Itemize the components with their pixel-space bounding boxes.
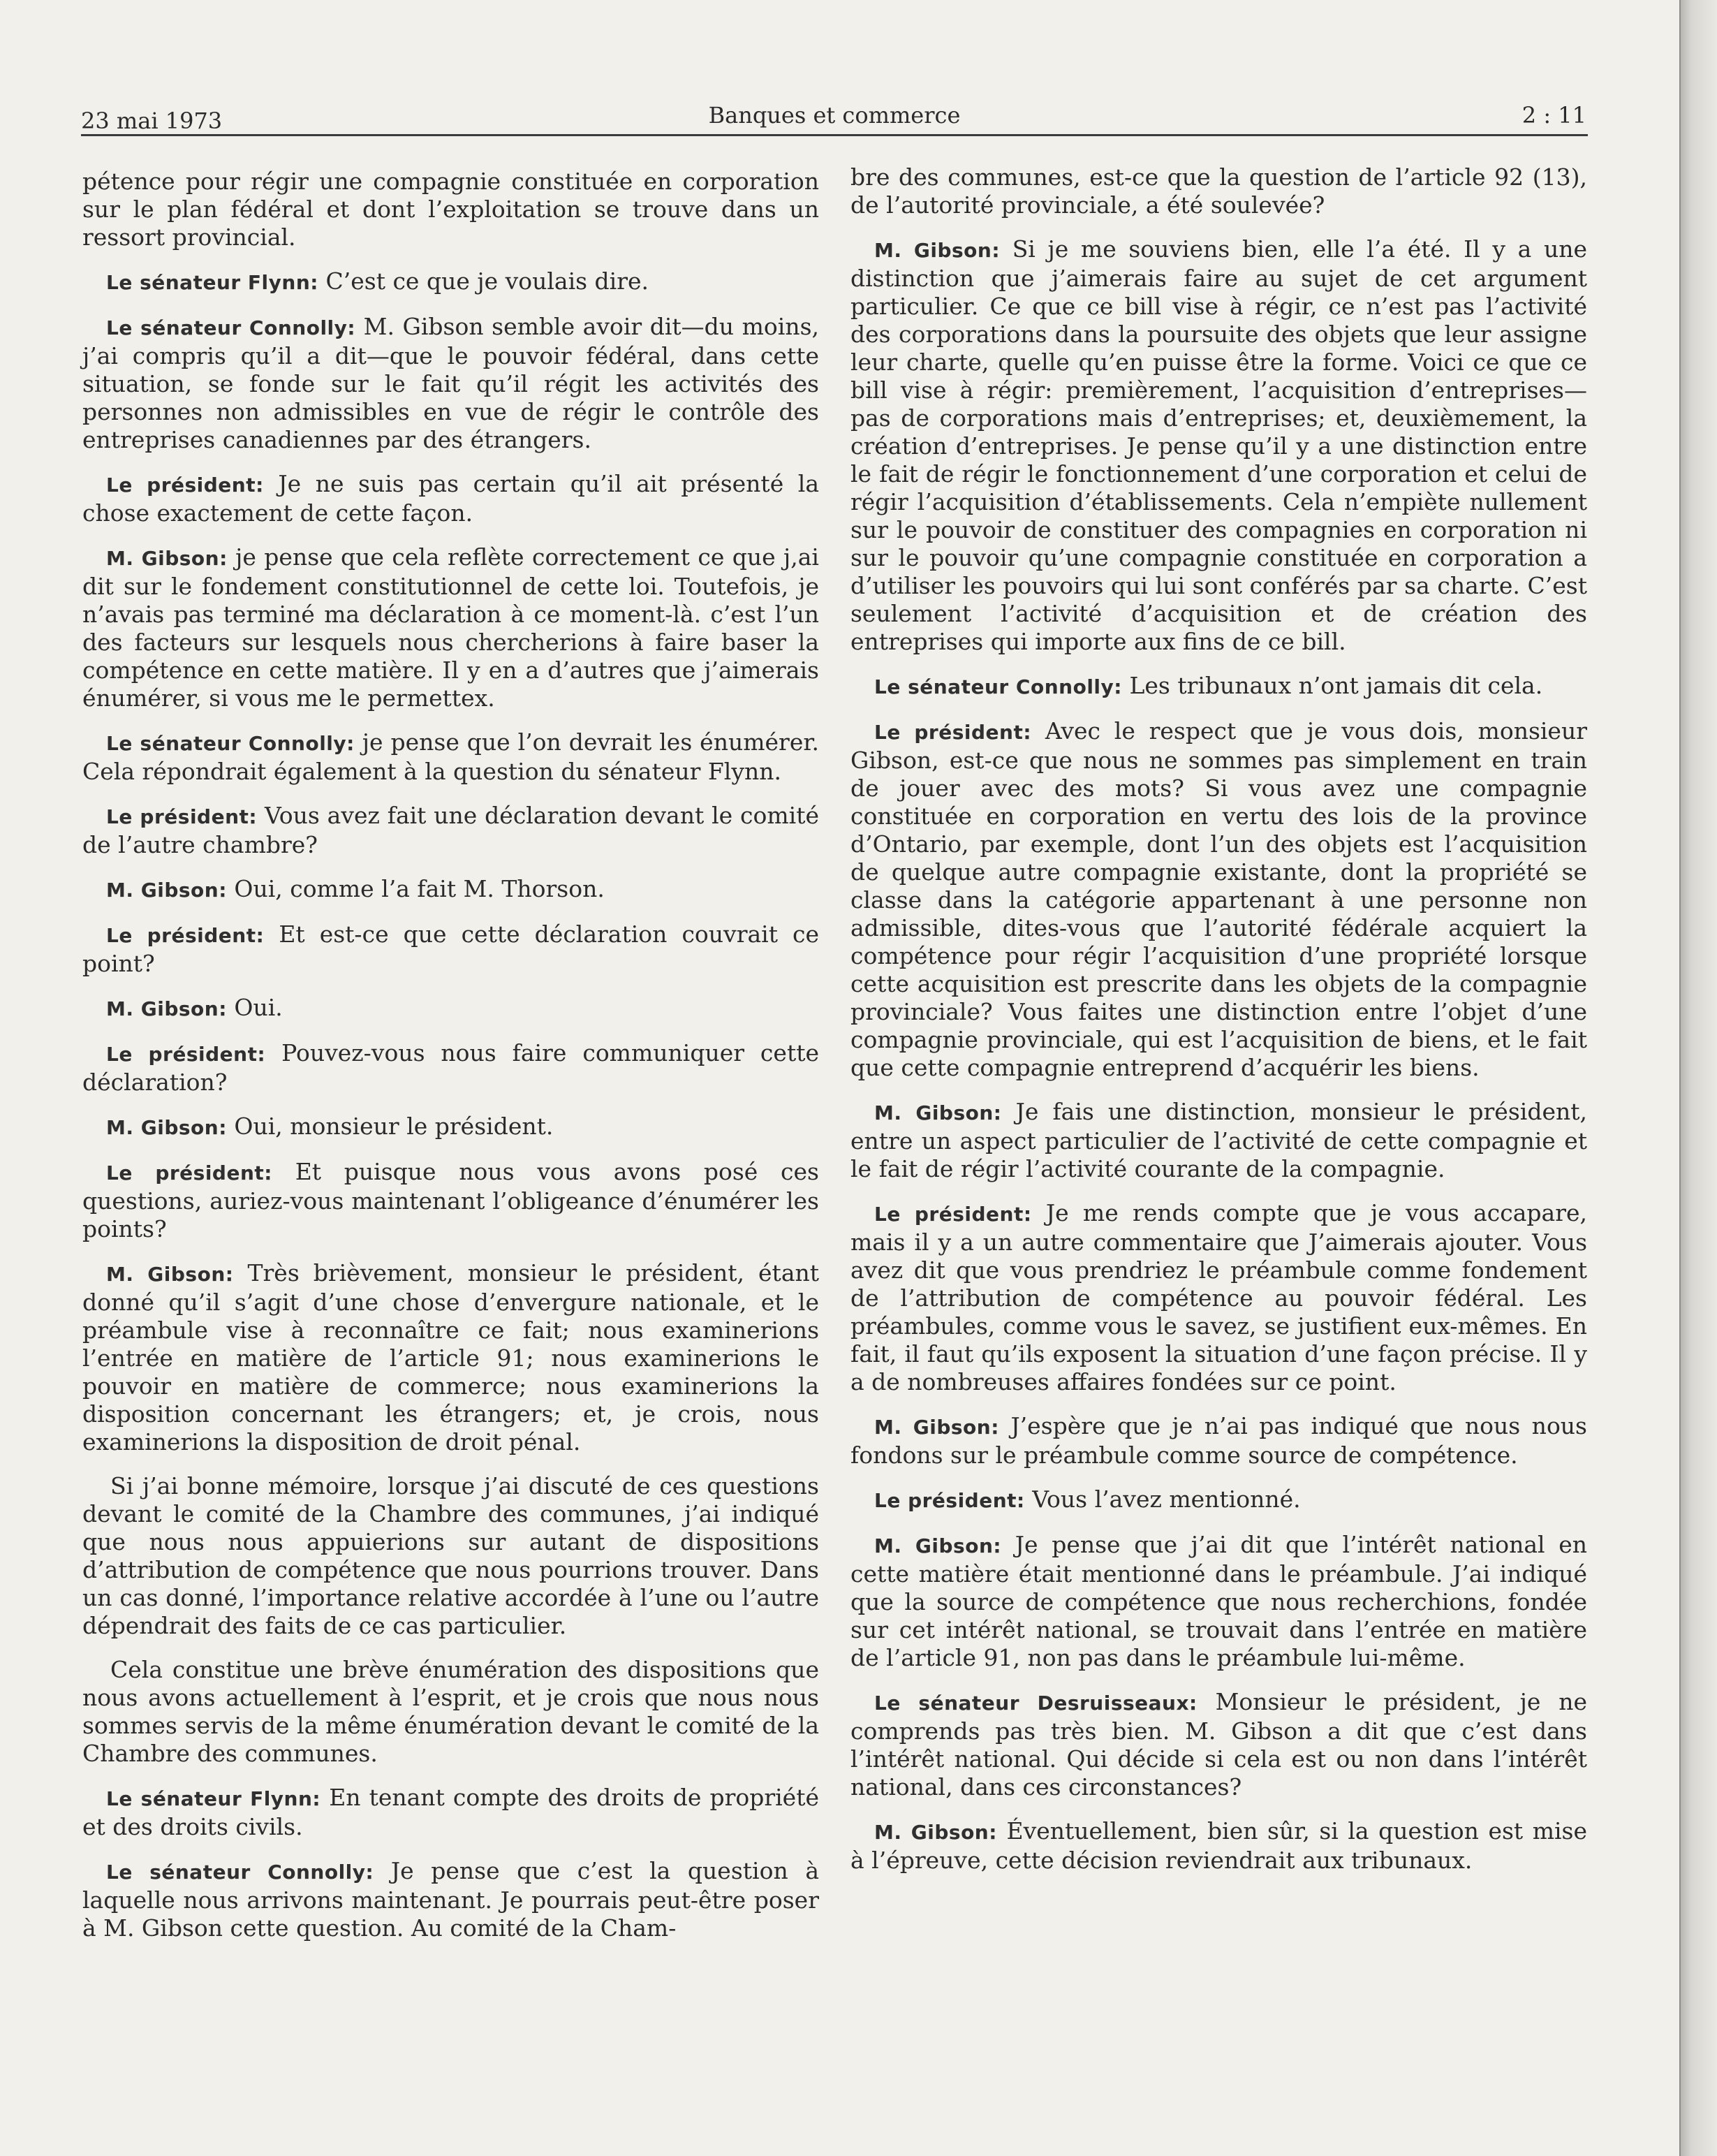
paragraph [82,1656,819,1768]
paragraph-text: Les tribunaux n’ont jamais dit cela. [1129,672,1543,699]
paragraph-text: pétence pour régir une compagnie constituée en corporation sur le plan fédéral et dont l’exploitation se trouve dans un ressort provincial. [82,168,819,251]
speaker-label: Le sénateur Connolly: [874,675,1122,698]
speaker-label: Le président: [106,924,265,947]
paragraph [850,1486,1587,1515]
paragraph-text: Je pense que c’est la question à laquelle nous arrivons maintenant. Je pourrais peut-être poser à M. Gibson cette question. Au comité de la Cham- [82,1857,819,1942]
paragraph [82,1784,819,1841]
speaker-label: Le sénateur Desruisseaux: [874,1692,1198,1715]
paragraph [850,235,1587,656]
paragraph-text: Cela constitue une brève énumération des dispositions que nous avons actuellement à l’esprit, et je crois que nous nous sommes servis de la même énumération devant le comité de la Chambre des communes. [82,1656,819,1767]
paragraph [82,168,819,251]
paragraph-text: Éventuellement, bien sûr, si la question est mise à l’épreuve, cette décision reviendrait aux tribunaux. [850,1817,1587,1874]
paragraph-text: je pense que l’on devrait les énumérer. Cela répondrait également à la question du sénateur Flynn. [82,728,819,785]
header-page-number: 2 : 11 [1521,102,1586,129]
paragraph [850,1688,1587,1801]
speaker-label: Le président: [874,1203,1032,1226]
paragraph [82,1039,819,1097]
paragraph-text: J’espère que je n’ai pas indiqué que nous nous fondons sur le préambule comme source de compétence. [850,1412,1587,1469]
paragraph [850,1199,1587,1396]
header-date: 23 mai 1973 [81,108,223,134]
speaker-label: Le président: [106,805,258,828]
paragraph-text: bre des communes, est-ce que la question de l’article 92 (13), de l’autorité provinciale, a été soulevée? [850,163,1587,219]
speaker-label: Le président: [106,474,264,497]
speaker-label: M. Gibson: [874,239,1001,262]
paragraph [850,717,1587,1082]
left-column [82,168,819,1958]
paragraph-text: Si j’ai bonne mémoire, lorsque j’ai discuté de ces questions devant le comité de la Chambre des communes, j’ai indiqué que nous nous appuierions sur autant de dispositions d’attribution de compétence que nous pourrions trouver. Dans un cas donné, l’importance relative accordée à l’une ou l’autre dépendrait des faits de ce cas particulier. [82,1472,819,1639]
speaker-label: Le président: [874,1489,1025,1512]
paragraph [850,1098,1587,1183]
paragraph [82,875,819,904]
header-title: Banques et commerce [708,102,961,129]
paragraph-text: Si je me souviens bien, elle l’a été. Il y a une distinction que j’aimerais faire au sujet de cet argument particulier. Ce que ce bill vise à régir, ce n’est pas l’activité des corporations dans la poursuite des objets que leur assigne leur charte, quelle qu’en puisse être la forme. Voici ce que ce bill vise à régir: premièrement, l’acquisition d’entreprises—pas de corporations mais d’entreprises; et, deuxièmement, la création d’entreprises. Je pense qu’il y a une distinction entre le fait de régir le fonctionnement d’une corporation et celui de régir l’acquisition d’établissements. Cela n’empiète nullement sur le pouvoir de constituer des compagnies en corporation ni sur le pouvoir qu’une compagnie constituée en corporation a d’utiliser les pouvoirs qui lui sont conférés par sa charte. C’est seulement l’activité d’acquisition et de création des entreprises qui importe aux fins de ce bill. [850,235,1587,655]
paragraph-text: Oui, monsieur le président. [234,1113,554,1140]
paragraph [82,728,819,786]
paragraph-text: C’est ce que je voulais dire. [325,267,649,295]
paragraph [82,313,819,454]
paragraph-text: Très brièvement, monsieur le président, étant donné qu’il s’agit d’une chose d’envergure nationale, et le préambule vise à reconnaître ce fait; nous examinerions l’entrée en matière de l’article 91; nous examinerions le pouvoir en matière de commerce; nous examinerions la disposition concernant les étrangers; et, je crois, nous examinerions la disposition de droit pénal. [82,1259,820,1455]
paragraph [82,802,819,859]
right-column [850,163,1587,1891]
speaker-label: Le sénateur Connolly: [106,732,355,755]
paragraph-text: Oui, comme l’a fait M. Thorson. [234,875,605,902]
paragraph [82,543,819,712]
speaker-label: M. Gibson: [106,997,227,1020]
speaker-label: Le président: [106,1161,272,1185]
paragraph-text: Je me rends compte que je vous accapare, mais il y a un autre commentaire que J’aimerais ajouter. Vous avez dit que vous prendriez le préambule comme fondement de l’attribution de compétence au pouvoir fédéral. Les préambules, comme vous le savez, se justifient eux-mêmes. En fait, il faut qu’ils exposent la situation d’une façon précise. Il y a de nombreuses affaires fondées sur ce point. [850,1199,1587,1395]
paragraph-text: Avec le respect que je vous dois, monsieur Gibson, est-ce que nous ne sommes pas simplement en train de jouer avec des mots? Si vous avez une compagnie constituée en corporation en vertu des lois de la province d’Ontario, par exemple, dont l’un des objets est l’acquisition de quelque autre compagnie existante, dont la propriété se classe dans la catégorie appartenant à une personne non admissible, dites-vous que l’autorité fédérale acquiert la compétence pour régir l’acquisition d’une propriété lorsque cette acquisition est prescrite dans les objets de la compagnie provinciale? Vous faites une distinction entre l’objet d’une compagnie provinciale, qui est l’acquisition de biens, et le fait que cette compagnie entreprend d’acquérir les biens. [850,717,1587,1081]
paragraph-text: Je fais une distinction, monsieur le président, entre un aspect particulier de l’activité de cette compagnie et le fait de régir l’activité courante de la compagnie. [850,1098,1587,1182]
speaker-label: M. Gibson: [106,1116,227,1139]
paragraph-text: Vous l’avez mentionné. [1032,1486,1301,1513]
paragraph [82,1158,819,1243]
paragraph-text: Et est-ce que cette déclaration couvrait ce point? [82,921,820,977]
paragraph-text: Je ne suis pas certain qu’il ait présenté la chose exactement de cette façon. [82,470,820,527]
paragraph-text: Et puisque nous vous avons posé ces questions, auriez-vous maintenant l’obligeance d’énumérer les points? [82,1158,819,1242]
paragraph [82,1472,819,1640]
paragraph [850,1412,1587,1469]
page-edge [1679,0,1717,2156]
paragraph [850,672,1587,701]
paragraph-text: Vous avez fait une déclaration devant le comité de l’autre chambre? [82,802,819,858]
paragraph [850,1817,1587,1875]
paragraph [82,1113,819,1142]
page-header [81,102,1588,136]
paragraph [82,994,819,1023]
speaker-label: M. Gibson: [874,1101,1002,1124]
paragraph [850,1531,1587,1672]
paragraph [82,921,819,978]
speaker-label: Le sénateur Flynn: [106,1787,321,1810]
paragraph [82,1259,819,1456]
speaker-label: Le président: [874,721,1032,744]
speaker-label: M. Gibson: [874,1821,997,1844]
speaker-label: Le sénateur Connolly: [106,316,356,339]
paragraph [82,470,819,527]
paragraph-text: Je pense que j’ai dit que l’intérêt national en cette matière était mentionné dans le préambule. J’ai indiqué que la source de compétence que nous recherchions, fondée sur cet intérêt national, se trouvait dans l’entrée en matière de l’article 91, non pas dans le préambule lui-même. [850,1531,1588,1671]
paragraph-text: En tenant compte des droits de propriété et des droits civils. [82,1784,819,1840]
speaker-label: Le sénateur Connolly: [106,1861,374,1884]
paragraph-text: M. Gibson semble avoir dit—du moins, j’ai compris qu’il a dit—que le pouvoir fédéral, dans cette situation, se fonde sur le fait qu’il régit les activités des personnes non admissibles en vue de régir le contrôle des entreprises canadiennes par des étrangers. [82,313,819,453]
paragraph [82,267,819,297]
paragraph-text: Pouvez-vous nous faire communiquer cette déclaration? [82,1039,819,1096]
paragraph [82,1857,819,1942]
speaker-label: M. Gibson: [874,1416,999,1439]
paragraph-text: Monsieur le président, je ne comprends pas très bien. M. Gibson a dit que c’est dans l’intérêt national. Qui décide si cela est ou non dans l’intérêt national, dans ces circonstances? [850,1688,1587,1801]
speaker-label: M. Gibson: [106,879,227,902]
speaker-label: Le sénateur Flynn: [106,271,318,294]
speaker-label: M. Gibson: [106,547,228,570]
speaker-label: Le président: [106,1043,266,1066]
paragraph [850,163,1587,219]
speaker-label: M. Gibson: [106,1263,234,1286]
speaker-label: M. Gibson: [874,1534,1002,1557]
paragraph-text: je pense que cela reflète correctement ce que j,ai dit sur le fondement constitutionnel de cette loi. Toutefois, je n’avais pas terminé ma déclaration à ce moment-là. c’est l’un des facteurs sur lesquels nous chercherions à faire baser la compétence en cette matière. Il y en a d’autres que j’aimerais énumérer, si vous me le permettex. [82,543,819,712]
paragraph-text: Oui. [234,994,283,1021]
